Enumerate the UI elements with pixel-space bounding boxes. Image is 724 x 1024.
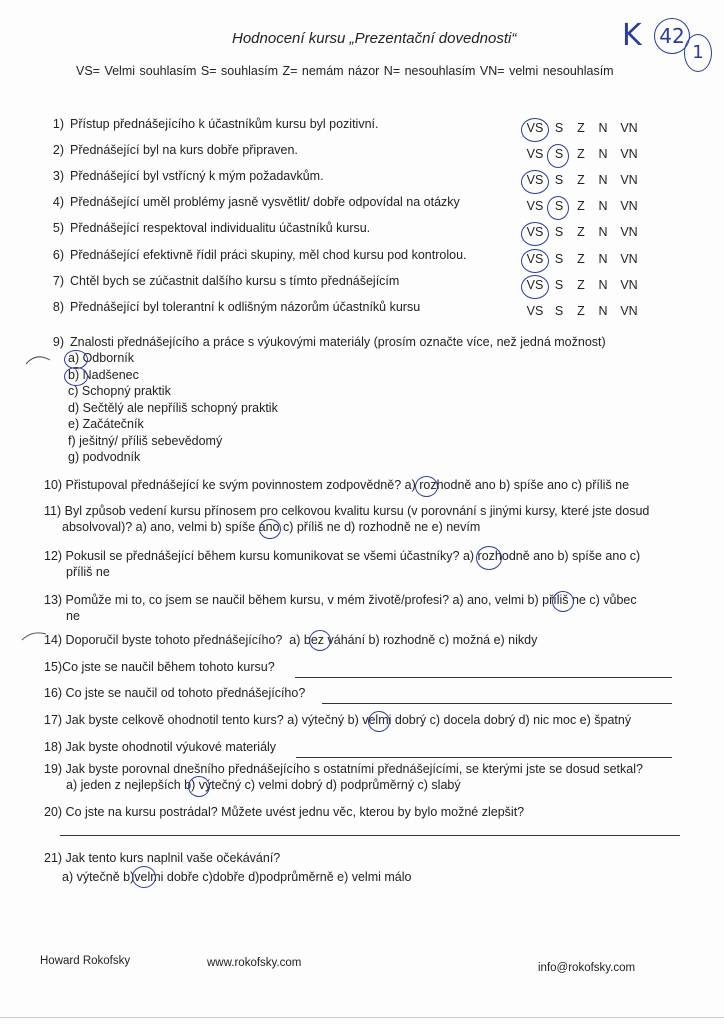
rating-option[interactable]: N bbox=[598, 147, 608, 161]
rating-scale[interactable] bbox=[522, 225, 644, 239]
question-19: 19) Jak byste porovnal dnešního přednášejícího s ostatními přednášejícími, se kterými jste se dosud setkal? bbox=[44, 762, 643, 776]
question-21-answers: a) výtečně b)velmi dobře c)dobře d)podprůměrně e) velmi málo bbox=[62, 870, 412, 884]
answer-circle bbox=[259, 519, 281, 539]
question-12-cont: příliš ne bbox=[66, 565, 110, 579]
question-20: 20) Co jste na kursu postrádal? Můžete uvést jednu věc, kterou by bylo možné zlepšit? bbox=[44, 805, 525, 819]
rating-scale[interactable] bbox=[522, 252, 644, 266]
rating-option[interactable]: VS bbox=[526, 147, 544, 161]
rating-option[interactable]: Z bbox=[577, 121, 585, 135]
question-17: 17) Jak byste celkově ohodnotil tento kurs? a) výtečný b) velmi dobrý c) docela dobrý d) nic moc e) špatný bbox=[44, 713, 632, 727]
rating-option[interactable]: S bbox=[554, 225, 564, 239]
scale-question: 8) Přednášející byl tolerantní k odlišným názorům účastníků kursu bbox=[52, 300, 421, 314]
q9-option[interactable]: d) Sečtělý ale nepříliš schopný praktik bbox=[68, 400, 278, 415]
rating-scale[interactable] bbox=[522, 199, 644, 213]
scale-question: 6) Přednášející efektivně řídil práci skupiny, měl chod kursu pod kontrolou. bbox=[52, 248, 467, 262]
answer-circle bbox=[476, 546, 502, 570]
rating-option[interactable]: S bbox=[554, 173, 564, 187]
question-11-answers: absolvoval)? a) ano, velmi b) spíše ano c) příliš ne d) rozhodně ne e) nevím bbox=[62, 520, 481, 534]
answer-circle bbox=[309, 630, 331, 651]
rating-option[interactable]: VS bbox=[526, 173, 544, 187]
rating-option[interactable]: S bbox=[554, 199, 564, 213]
rating-option[interactable]: N bbox=[598, 304, 608, 318]
q9-option[interactable]: f) ješitný/ příliš sebevědomý bbox=[68, 433, 223, 448]
handwritten-sub: 1 bbox=[684, 34, 712, 72]
q9-option[interactable]: c) Schopný praktik bbox=[68, 384, 171, 398]
scale-question: 4) Přednášející uměl problémy jasně vysvětlit/ dobře odpovídal na otázky bbox=[52, 195, 460, 209]
footer-email[interactable]: info@rokofsky.com bbox=[538, 962, 636, 974]
rating-option[interactable]: N bbox=[598, 252, 608, 266]
question-13-cont: ne bbox=[66, 609, 80, 623]
rating-scale[interactable] bbox=[522, 173, 644, 187]
answer-line[interactable] bbox=[322, 703, 672, 704]
rating-option[interactable]: VS bbox=[526, 304, 544, 318]
scale-question: 5) Přednášející respektoval individualitu účastníků kursu. bbox=[52, 221, 371, 235]
rating-option[interactable]: VS bbox=[526, 225, 544, 239]
question-13: 13) Pomůže mi to, co jsem se naučil během kursu, v mém životě/profesi? a) ano, velmi b) příliš ne c) vůbec bbox=[44, 593, 637, 607]
rating-option[interactable]: Z bbox=[577, 199, 585, 213]
rating-option[interactable]: VN bbox=[620, 147, 638, 161]
rating-option[interactable]: VS bbox=[526, 252, 544, 266]
question-11: 11) Byl způsob vedení kursu přínosem pro celkovou kvalitu kursu (v porovnání s jinými kursy, které jste dosud bbox=[44, 504, 650, 518]
q9-option[interactable]: b) Nadšenec bbox=[68, 367, 139, 382]
rating-option[interactable]: N bbox=[598, 225, 608, 239]
scan-edge bbox=[0, 1017, 724, 1024]
rating-option[interactable]: VN bbox=[620, 304, 638, 318]
scale-question: 3) Přednášející byl vstřícný k mým požadavkům. bbox=[52, 169, 324, 183]
question-14: 14) Doporučil byste tohoto přednášejícího? a) bez váhání b) rozhodně c) možná e) nikdy bbox=[44, 633, 538, 647]
margin-mark bbox=[20, 628, 48, 644]
answer-circle bbox=[132, 866, 156, 888]
page-title: Hodnocení kursu „Prezentační dovednosti“ bbox=[232, 30, 517, 47]
question-21: 21) Jak tento kurs naplnil vaše očekávání? bbox=[44, 851, 281, 865]
question-12: 12) Pokusil se přednášející během kursu komunikovat se všemi účastníky? a) rozhodně ano b) spíše ano c) bbox=[44, 549, 641, 563]
question-15: 15)Co jste se naučil během tohoto kursu? bbox=[44, 660, 275, 674]
rating-option[interactable]: N bbox=[598, 278, 608, 292]
margin-mark bbox=[24, 352, 52, 368]
footer-author: Howard Rokofsky bbox=[40, 955, 131, 967]
handwritten-k: K bbox=[622, 18, 642, 53]
rating-option[interactable]: VS bbox=[526, 199, 544, 213]
rating-option[interactable]: S bbox=[554, 278, 564, 292]
rating-option[interactable]: Z bbox=[577, 173, 585, 187]
question-9: 9) Znalosti přednášejícího a práce s výukovými materiály (prosím označte více, než jedná možnost) bbox=[52, 335, 606, 349]
footer-website[interactable]: www.rokofsky.com bbox=[207, 957, 302, 969]
rating-scale[interactable] bbox=[522, 278, 644, 292]
rating-scale[interactable] bbox=[522, 304, 644, 318]
rating-option[interactable]: Z bbox=[577, 225, 585, 239]
handwritten-number: 42 bbox=[654, 18, 690, 54]
answer-circle bbox=[552, 591, 574, 612]
question-18: 18) Jak byste ohodnotil výukové materiály bbox=[44, 740, 277, 754]
q9-option[interactable]: g) podvodník bbox=[68, 450, 141, 464]
rating-option[interactable]: VS bbox=[526, 278, 544, 292]
scale-question: 7) Chtěl bych se zúčastnit dalšího kursu s tímto přednášejícím bbox=[52, 274, 400, 288]
answer-circle bbox=[188, 776, 210, 797]
rating-option[interactable]: Z bbox=[577, 252, 585, 266]
answer-line[interactable] bbox=[296, 757, 672, 758]
rating-option[interactable]: VN bbox=[620, 225, 638, 239]
question-10: 10) Přistupoval přednášející ke svým povinnostem zodpovědně? a) rozhodně ano b) spíše ano c) příliš ne bbox=[44, 478, 630, 492]
answer-circle bbox=[415, 476, 438, 497]
rating-option[interactable]: VS bbox=[526, 121, 544, 135]
rating-option[interactable]: VN bbox=[620, 121, 638, 135]
question-16: 16) Co jste se naučil od tohoto přednášejícího? bbox=[44, 686, 306, 700]
rating-option[interactable]: S bbox=[554, 252, 564, 266]
rating-scale[interactable] bbox=[522, 147, 644, 161]
answer-circle bbox=[64, 367, 88, 386]
q9-option[interactable]: a) Odborník bbox=[68, 351, 135, 365]
question-19-answers: a) jeden z nejlepších b) výtečný c) velmi dobrý d) podprůměrný c) slabý bbox=[66, 778, 461, 792]
rating-option[interactable]: S bbox=[554, 147, 564, 161]
rating-option[interactable]: Z bbox=[577, 304, 585, 318]
scale-question: 1) Přístup přednášejícího k účastníkům kursu byl pozitivní. bbox=[52, 117, 379, 131]
rating-option[interactable]: N bbox=[598, 121, 608, 135]
rating-option[interactable]: S bbox=[554, 121, 564, 135]
scale-legend: VS= Velmi souhlasím S= souhlasím Z= nemám názor N= nesouhlasím VN= velmi nesouhlasím bbox=[76, 64, 614, 78]
rating-option[interactable]: VN bbox=[620, 278, 638, 292]
rating-option[interactable]: N bbox=[598, 173, 608, 187]
rating-option[interactable]: S bbox=[554, 304, 564, 318]
answer-line[interactable] bbox=[60, 835, 680, 836]
rating-option[interactable]: VN bbox=[620, 199, 638, 213]
rating-option[interactable]: Z bbox=[577, 147, 585, 161]
rating-option[interactable]: VN bbox=[620, 173, 638, 187]
rating-scale[interactable] bbox=[522, 121, 644, 135]
rating-option[interactable]: Z bbox=[577, 278, 585, 292]
rating-option[interactable]: N bbox=[598, 199, 608, 213]
answer-circle bbox=[368, 711, 390, 732]
rating-option[interactable]: VN bbox=[620, 252, 638, 266]
answer-line[interactable] bbox=[295, 677, 672, 678]
q9-option[interactable]: e) Začátečník bbox=[68, 417, 144, 431]
scale-question: 2) Přednášející byl na kurs dobře připraven. bbox=[52, 143, 298, 157]
